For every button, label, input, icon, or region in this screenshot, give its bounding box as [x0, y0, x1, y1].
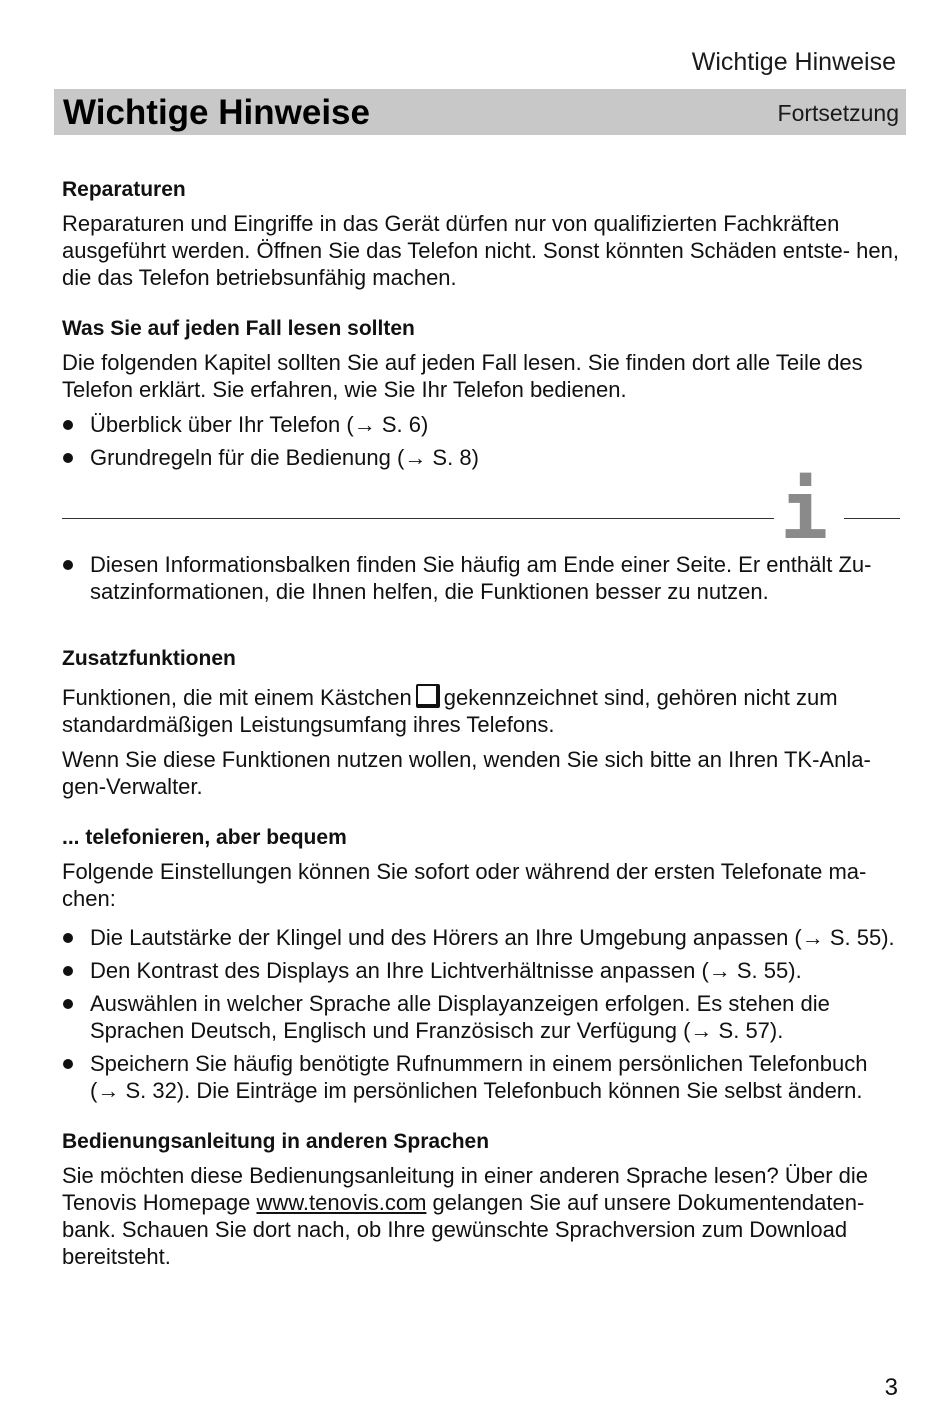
title-bar: [54, 89, 906, 135]
info-bullet-list: [62, 551, 902, 605]
section-heading: Reparaturen: [62, 178, 186, 201]
section-heading: Was Sie auf jeden Fall lesen sollten: [62, 317, 415, 340]
section-heading: Bedienungsanleitung in anderen Sprachen: [62, 1130, 490, 1153]
section-heading: Zusatzfunktionen: [62, 647, 236, 670]
section-lesen: [62, 315, 902, 471]
bullet-list: [62, 924, 902, 1104]
paragraph: [62, 684, 902, 738]
section-sprachen: [62, 1128, 902, 1270]
list-item: Speichern Sie häufig benötigte Rufnummern in einem persönlichen Telefonbuch (→ S. 32). Die Einträge im persönlichen Telefonbuch können Sie selbst ändern.: [62, 1050, 902, 1104]
paragraph-text: gelangen Sie auf unsere Dokumentendaten- bank. Schauen Sie dort nach, ob Ihre gewünschte Sprachversion zum Download bereitsteht.: [62, 1190, 865, 1269]
paragraph: Reparaturen und Eingriffe in das Gerät dürfen nur von qualifizierten Fachkräften ausgeführt werden. Öffnen Sie das Telefon nicht. Sonst könnten Schäden entste- hen, die das Telefon betriebsunfähig machen.: [62, 211, 899, 290]
section-reparaturen: [62, 176, 902, 291]
paragraph-text: Sie möchten diese Bedienungsanleitung in einer anderen Sprache lesen? Über die Tenovis Homepage: [62, 1163, 868, 1215]
list-item: Auswählen in welcher Sprache alle Displayanzeigen erfolgen. Es stehen die Sprachen Deutsch, Englisch und Französisch zur Verfügung (→ S. 57).: [62, 990, 902, 1044]
list-item: Überblick über Ihr Telefon (→ S. 6): [62, 411, 902, 438]
paragraph: Folgende Einstellungen können Sie sofort oder während der ersten Telefonate ma- chen:: [62, 859, 867, 911]
page-number: 3: [884, 1374, 898, 1401]
homepage-link[interactable]: www.tenovis.com: [256, 1190, 427, 1215]
section-zusatz: [62, 645, 902, 800]
bullet-list: [62, 411, 902, 471]
main-content: [62, 176, 902, 1278]
paragraph: Wenn Sie diese Funktionen nutzen wollen, wenden Sie sich bitte an Ihren TK-Anla- gen-Verwalter.: [62, 747, 871, 799]
paragraph: [62, 1162, 902, 1270]
page-title: Wichtige Hinweise: [63, 93, 370, 132]
section-heading: ... telefonieren, aber bequem: [62, 826, 347, 849]
info-bar-line: [62, 518, 774, 519]
info-bar-line: [844, 518, 900, 519]
list-item: Die Lautstärke der Klingel und des Hörers an Ihre Umgebung anpassen (→ S. 55).: [62, 924, 902, 951]
info-bar: [62, 464, 902, 557]
continuation-label: Fortsetzung: [777, 100, 899, 126]
paragraph-text: Funktionen, die mit einem Kästchen: [62, 685, 412, 710]
list-item: Grundregeln für die Bedienung (→ S. 8): [62, 444, 902, 471]
running-header: Wichtige Hinweise: [691, 48, 896, 76]
section-bequem: [62, 824, 902, 1104]
info-icon: i: [780, 464, 829, 557]
paragraph-text: gekennzeichnet sind, gehören nicht zum standardmäßigen Leistungsumfang ihres Telefons.: [62, 685, 838, 737]
paragraph: Die folgenden Kapitel sollten Sie auf jeden Fall lesen. Sie finden dort alle Teile des Telefon erklärt. Sie erfahren, wie Sie Ihr Telefon bedienen.: [62, 350, 863, 402]
list-item: Den Kontrast des Displays an Ihre Lichtverhältnisse anpassen (→ S. 55).: [62, 957, 902, 984]
box-icon: [416, 684, 440, 708]
list-item: Diesen Informationsbalken finden Sie häufig am Ende einer Seite. Er enthält Zu- satzinformationen, die Ihnen helfen, die Funktionen besser zu nutzen.: [62, 551, 902, 605]
